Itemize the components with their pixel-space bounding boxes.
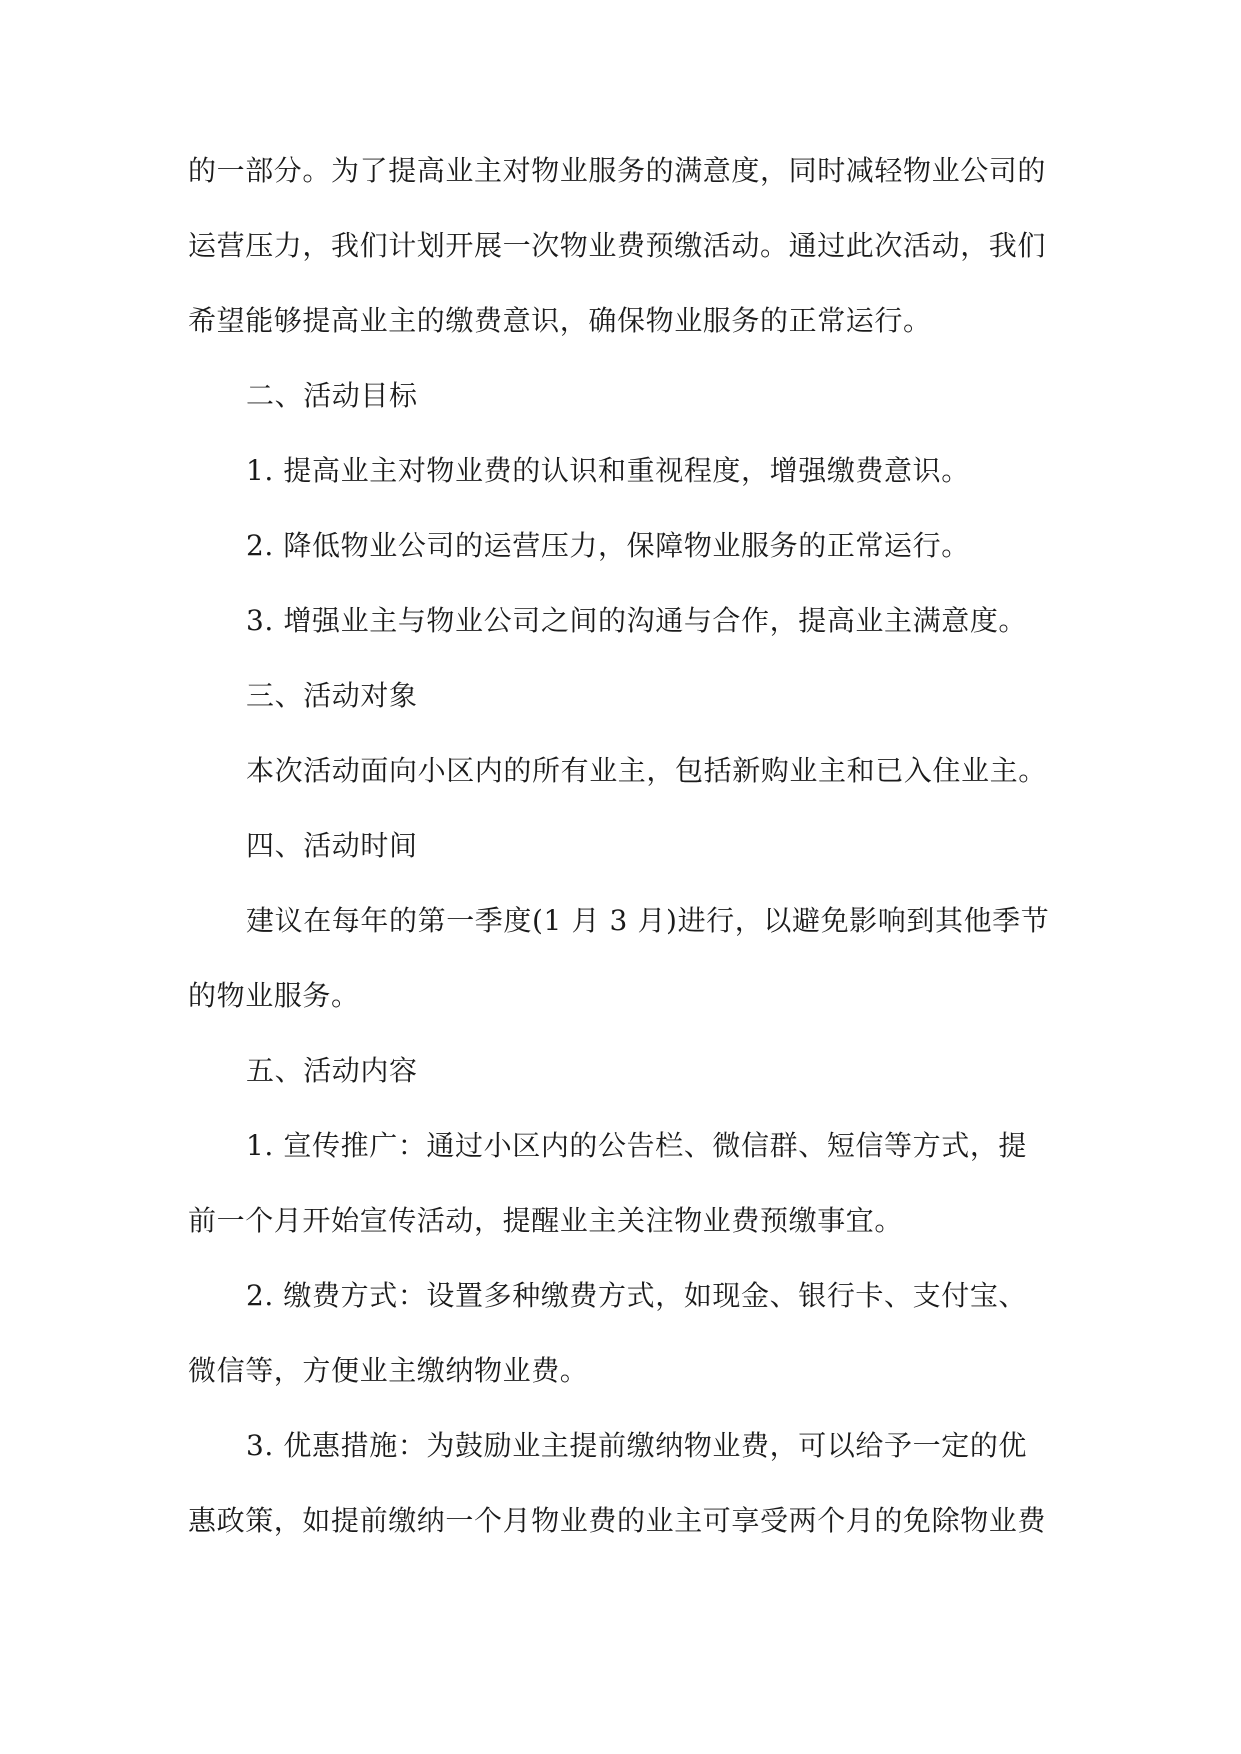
list-item: 2. 缴费方式：设置多种缴费方式，如现金、银行卡、支付宝、	[246, 1279, 1028, 1312]
paragraph-line: 的物业服务。	[188, 979, 360, 1012]
list-item: 1. 提高业主对物业费的认识和重视程度，增强缴费意识。	[246, 454, 970, 487]
paragraph-line: 建议在每年的第一季度(1 月 3 月)进行，以避免影响到其他季节	[246, 904, 1050, 937]
list-item: 3. 优惠措施：为鼓励业主提前缴纳物业费，可以给予一定的优	[246, 1429, 1028, 1462]
section-heading: 五、活动内容	[246, 1054, 418, 1087]
section-heading: 二、活动目标	[246, 379, 418, 412]
paragraph-line: 微信等，方便业主缴纳物业费。	[188, 1354, 589, 1387]
section-heading: 四、活动时间	[246, 829, 418, 862]
paragraph-line: 本次活动面向小区内的所有业主，包括新购业主和已入住业主。	[246, 754, 1047, 787]
paragraph-line: 前一个月开始宣传活动，提醒业主关注物业费预缴事宜。	[188, 1204, 904, 1237]
list-item: 3. 增强业主与物业公司之间的沟通与合作，提高业主满意度。	[246, 604, 1028, 637]
list-item: 2. 降低物业公司的运营压力，保障物业服务的正常运行。	[246, 529, 970, 562]
paragraph-line: 的一部分。为了提高业主对物业服务的满意度，同时减轻物业公司的	[188, 154, 1047, 187]
paragraph-line: 运营压力，我们计划开展一次物业费预缴活动。通过此次活动，我们	[188, 229, 1047, 262]
list-item: 1. 宣传推广：通过小区内的公告栏、微信群、短信等方式，提	[246, 1129, 1028, 1162]
section-heading: 三、活动对象	[246, 679, 418, 712]
paragraph-line: 希望能够提高业主的缴费意识，确保物业服务的正常运行。	[188, 304, 932, 337]
paragraph-line: 惠政策，如提前缴纳一个月物业费的业主可享受两个月的免除物业费	[188, 1504, 1047, 1537]
